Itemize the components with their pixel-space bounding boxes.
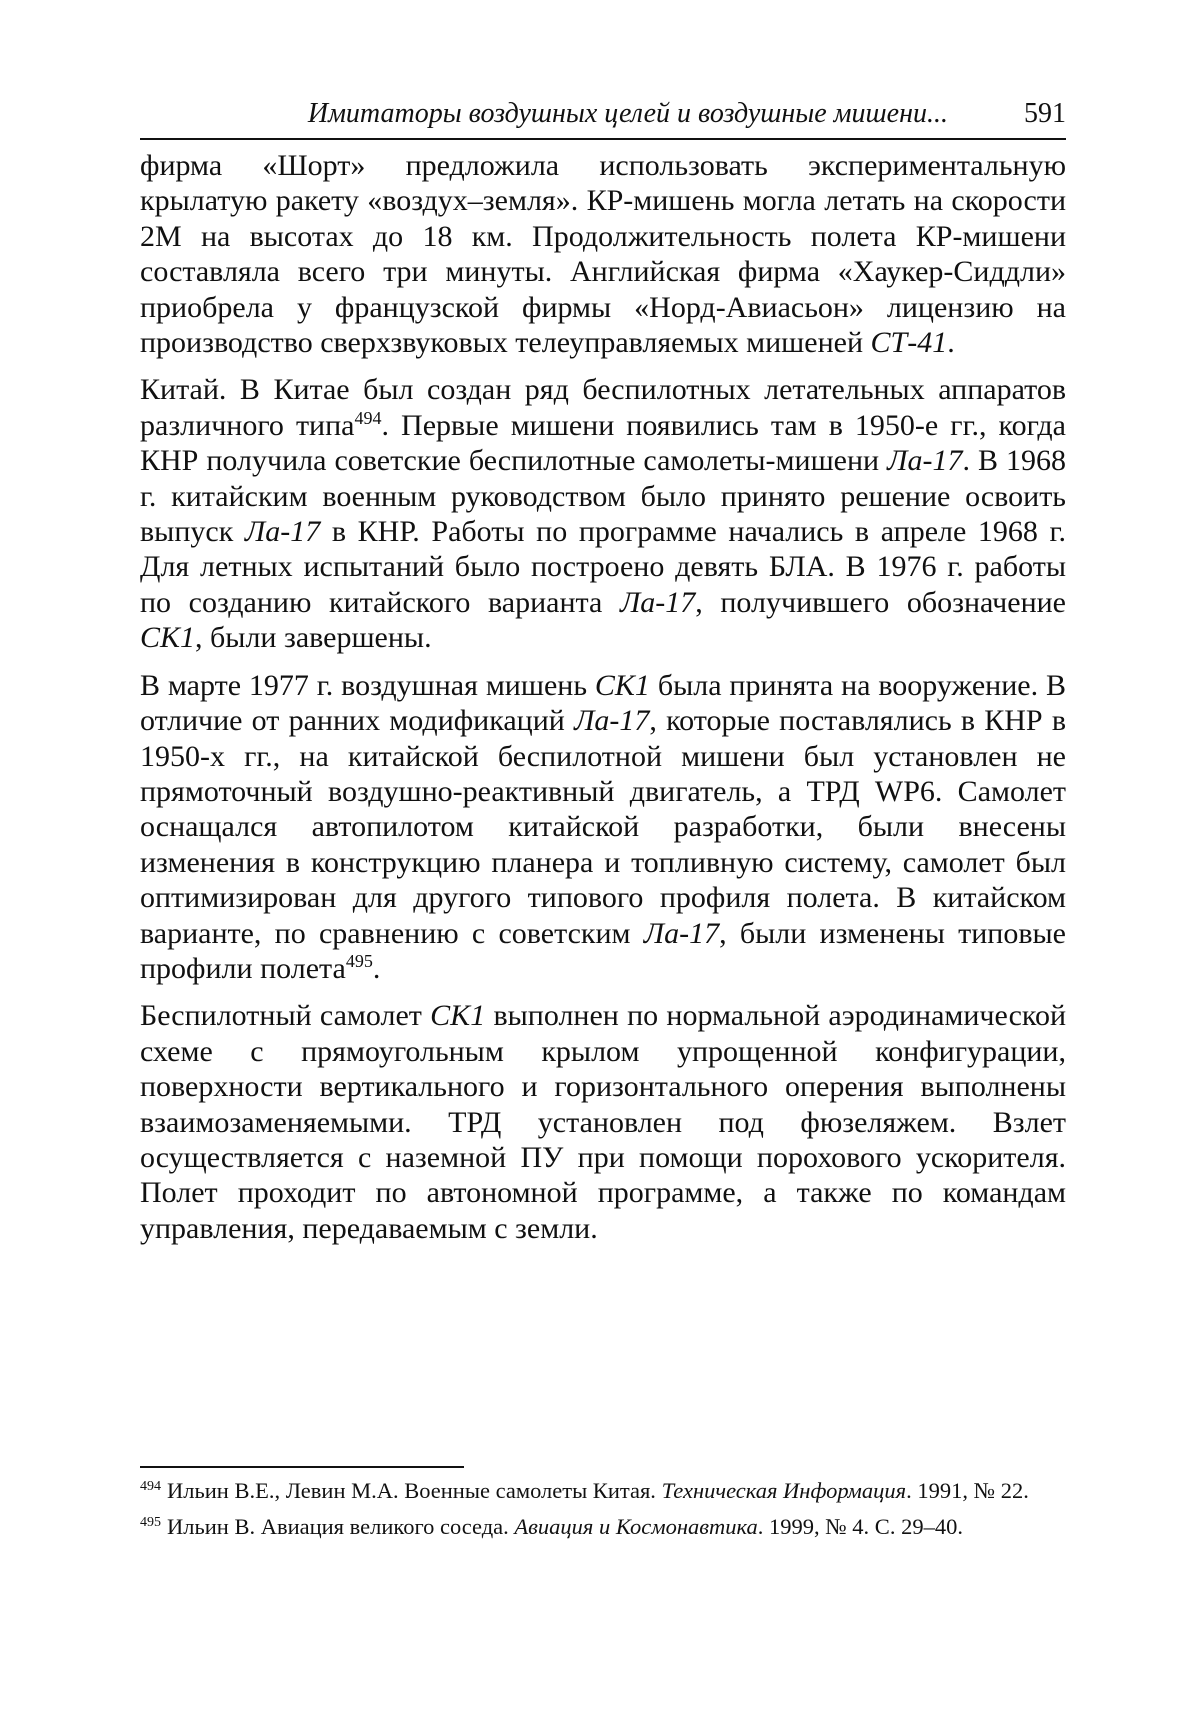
footnote-495 bbox=[140, 1512, 1066, 1542]
text-run: Беспилотный самолет bbox=[140, 999, 430, 1032]
text-run: . Первые мишени появились там в 1950-е гг., когда КНР получила советские беспилотные самоле­ты-мишени bbox=[140, 409, 1066, 477]
text-run: выполнен по нормальной аэродина­мической схеме с прямоугольным крылом упрощенной конфи­гурации, поверхности вертикального и горизонтального опере­ния выполнены взаимозаменяемыми. ТРД установлен под фю­зеляжем. Взлет осуществляется с наземной ПУ при помощи по­рохового ускорителя. Полет проходит по автономной програм­ме, а также по командам управления, передаваемым с земли. bbox=[140, 999, 1066, 1244]
italic-term: CK1 bbox=[595, 669, 650, 702]
text-run: была принята на воору­жение. В отличие от ранних модификаций bbox=[140, 669, 1066, 737]
footnote-text: . 1991, № 22. bbox=[906, 1478, 1029, 1503]
footnote-number: 495 bbox=[140, 1515, 161, 1530]
text-run: , которые по­ставлялись в КНР в 1950-х гг., на китайской беспилотной ми­шени был установлен не прямоточный воздушно-реактивный двигатель, а ТРД WP6. Самолет оснащался автопилотом китай­ской разработки, были внесены изменения в конструкцию пла­нера и топливную систему, самолет был оптимизирован для другого типового профиля полета. В китайском варианте, по сравнению с советским bbox=[140, 704, 1066, 949]
body-text bbox=[140, 148, 1066, 1258]
page-number: 591 bbox=[1024, 96, 1066, 132]
italic-term: CK1 bbox=[140, 621, 195, 654]
paragraph-3 bbox=[140, 668, 1066, 987]
text-run: . bbox=[947, 326, 955, 359]
text-run: в КНР. Работы по программе начались в апреле 1968 г. Для летных испытаний бы­ло построено девять БЛА. В 1976 г. работы по созданию китай­ского варианта bbox=[140, 515, 1066, 619]
footnote-ref-494[interactable]: 494 bbox=[354, 408, 381, 428]
footnote-divider bbox=[140, 1466, 464, 1468]
running-title: Имитаторы воздушных целей и воздушные мишени... bbox=[308, 96, 948, 132]
footnote-number: 494 bbox=[140, 1479, 161, 1494]
book-page bbox=[0, 0, 1200, 1715]
text-run: В марте 1977 г. воздушная мишень bbox=[140, 669, 595, 702]
page-header bbox=[140, 96, 1066, 140]
italic-term: Ла-17 bbox=[644, 917, 719, 950]
paragraph-1 bbox=[140, 148, 1066, 360]
text-run: . bbox=[373, 952, 381, 985]
footnote-ref-495[interactable]: 495 bbox=[346, 951, 373, 971]
italic-term: Ла-17 bbox=[620, 586, 695, 619]
footnote-source: Техническая Информация bbox=[662, 1478, 907, 1503]
italic-term: СТ-41 bbox=[871, 326, 948, 359]
footnote-source: Авиация и Космонавтика bbox=[514, 1514, 757, 1539]
text-run: фирма «Шорт» предложила использовать экспериментальную крылатую ракету «воздух–земля». КР-мишень могла летать на скорости 2М на высотах до 18 км. Продолжительность полета КР-мишени составляла всего три минуты. Английская фирма «Хаукер-Сиддли» приобрела у французской фирмы «Норд-Авиасьон» лицензию на производство сверхзвуковых телеуправ­ляемых мишеней bbox=[140, 149, 1066, 359]
paragraph-4 bbox=[140, 998, 1066, 1246]
text-run: . В 1968 г. китайским военным руководством было принято решение освоить выпуск bbox=[140, 444, 1066, 548]
text-run: Китай. В Китае был создан ряд беспилотных летательных аппа­ратов различного типа bbox=[140, 373, 1066, 441]
footnote-text: Ильин В.Е., Левин М.А. Военные самолеты Китая. bbox=[167, 1478, 662, 1503]
text-run: , получившего обозначение bbox=[695, 586, 1066, 619]
italic-term: Ла-17 bbox=[245, 515, 320, 548]
footnote-text: . 1999, № 4. С. 29–40. bbox=[758, 1514, 963, 1539]
footnotes bbox=[140, 1476, 1066, 1548]
footnote-text: Ильин В. Авиация великого соседа. bbox=[167, 1514, 514, 1539]
footnote-494 bbox=[140, 1476, 1066, 1506]
text-run: , были за­вершены. bbox=[195, 621, 432, 654]
italic-term: Ла-17 bbox=[574, 704, 649, 737]
italic-term: CK1 bbox=[430, 999, 485, 1032]
text-run: , были изменены типовые профи­ли полета bbox=[140, 917, 1066, 985]
paragraph-2 bbox=[140, 372, 1066, 655]
italic-term: Ла-17 bbox=[887, 444, 962, 477]
